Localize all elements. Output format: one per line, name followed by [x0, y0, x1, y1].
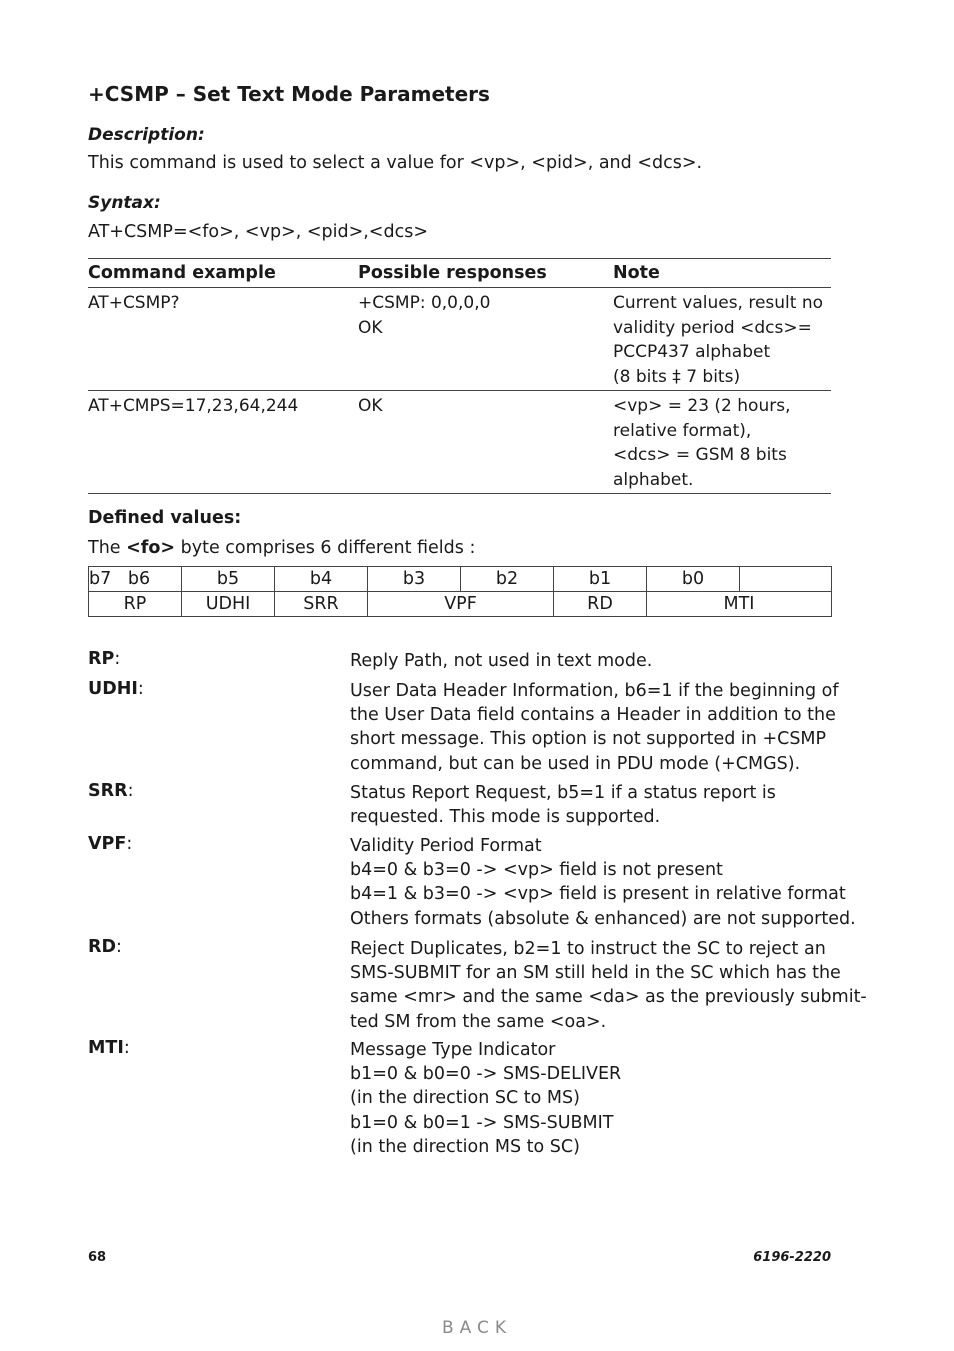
definition-description — [350, 834, 856, 931]
note-line: alphabet. — [613, 469, 694, 490]
responses-cell — [358, 288, 613, 391]
field-cell-udhi: UDHI — [182, 592, 275, 617]
note-line: validity period <dcs>= — [613, 317, 812, 338]
description-text: This command is used to select a value for <vp>, <pid>, and <dcs>. — [88, 153, 703, 173]
fo-field-row — [89, 592, 832, 617]
definition-term: SRR: — [88, 781, 134, 801]
description-line: Others formats (absolute & enhanced) are not supported. — [350, 908, 856, 929]
term-name: RD — [88, 937, 117, 957]
syntax-label: Syntax: — [88, 193, 161, 213]
page-number: 68 — [88, 1250, 107, 1265]
bit-cell-b4: b4 — [275, 567, 368, 592]
bit-cell-empty — [740, 567, 832, 592]
description-line: Validity Period Format — [350, 836, 542, 856]
description-line: (in the direction SC to MS) — [350, 1088, 580, 1109]
note-line: <vp> = 23 (2 hours, — [613, 396, 791, 416]
fo-intro-bold: <fo> — [126, 538, 176, 558]
note-line: PCCP437 alphabet — [613, 342, 771, 362]
field-cell-rd: RD — [554, 592, 647, 617]
definition-description — [350, 1038, 835, 1159]
term-name: SRR — [88, 781, 128, 801]
note-cell — [613, 391, 831, 494]
syntax-text: AT+CSMP=<fo>, <vp>, <pid>,<dcs> — [88, 222, 428, 242]
definition-description — [350, 937, 867, 1034]
note-line: Current values, result no — [613, 293, 824, 313]
definition-description — [350, 781, 835, 829]
description-line: Message Type Indicator — [350, 1040, 556, 1060]
description-line: b1=0 & b0=1 -> SMS-SUBMIT — [350, 1112, 614, 1133]
note-line: (8 bits ‡ 7 bits) — [613, 366, 741, 387]
description-line: command, but can be used in PDU mode (+CMGS). — [350, 753, 801, 774]
header-command-example: Command example — [88, 259, 358, 288]
fo-intro-prefix: The — [88, 538, 127, 558]
term-name: RP — [88, 649, 115, 669]
description-line: ted SM from the same <oa>. — [350, 1011, 607, 1032]
bit-cell-b1: b1 — [554, 567, 647, 592]
fo-intro-suffix: byte comprises 6 different fields : — [175, 538, 476, 558]
field-cell-mti: MTI — [647, 592, 832, 617]
command-table — [88, 258, 831, 494]
note-line: relative format), — [613, 420, 752, 441]
header-possible-responses: Possible responses — [358, 259, 613, 288]
defined-values-label: Defined values: — [88, 508, 242, 528]
header-note: Note — [613, 259, 831, 288]
definition-term: MTI: — [88, 1038, 130, 1058]
description-line: SMS-SUBMIT for an SM still held in the SC which has the — [350, 963, 841, 984]
definition-term: RP: — [88, 649, 121, 669]
note-line: <dcs> = GSM 8 bits — [613, 445, 787, 465]
command-cell: AT+CSMP? — [88, 288, 358, 391]
description-line: Status Report Request, b5=1 if a status report is — [350, 783, 776, 803]
bit-cell-b0: b0 — [647, 567, 740, 592]
definition-description — [350, 679, 839, 776]
fo-intro — [88, 538, 475, 558]
fo-bit-row — [89, 567, 832, 592]
command-table-header — [88, 259, 831, 288]
table-row — [88, 391, 831, 494]
description-line: Reject Duplicates, b2=1 to instruct the SC to reject an — [350, 939, 826, 959]
term-name: MTI — [88, 1038, 124, 1058]
description-line: b4=1 & b3=0 -> <vp> field is present in relative format — [350, 884, 846, 905]
description-line: same <mr> and the same <da> as the previously submit- — [350, 987, 867, 1008]
response-line: OK — [358, 396, 383, 416]
fo-byte-table — [88, 566, 832, 617]
definition-term: VPF: — [88, 834, 133, 854]
bit-cell-b7-b6: b7 b6 — [89, 567, 182, 592]
description-line: b4=0 & b3=0 -> <vp> field is not present — [350, 860, 723, 881]
field-cell-rp: RP — [89, 592, 182, 617]
response-line: OK — [358, 317, 383, 338]
description-line: (in the direction MS to SC) — [350, 1136, 580, 1157]
definition-term: UDHI: — [88, 679, 144, 699]
responses-cell — [358, 391, 613, 494]
definition-description — [350, 649, 835, 673]
term-name: UDHI — [88, 679, 138, 699]
description-line: the User Data field contains a Header in addition to the — [350, 705, 836, 726]
description-line: User Data Header Information, b6=1 if the beginning of — [350, 681, 839, 701]
table-row — [88, 288, 831, 391]
bit-cell-b5: b5 — [182, 567, 275, 592]
definition-term: RD: — [88, 937, 122, 957]
description-line: Reply Path, not used in text mode. — [350, 651, 653, 671]
command-cell: AT+CMPS=17,23,64,244 — [88, 391, 358, 494]
bit-cell-b2: b2 — [461, 567, 554, 592]
note-cell — [613, 288, 831, 391]
term-name: VPF — [88, 834, 127, 854]
back-link[interactable]: BACK — [441, 1318, 512, 1338]
field-cell-vpf: VPF — [368, 592, 554, 617]
description-line: b1=0 & b0=0 -> SMS-DELIVER — [350, 1064, 622, 1085]
response-line: +CSMP: 0,0,0,0 — [358, 293, 491, 313]
document-number: 6196-2220 — [753, 1250, 831, 1265]
description-line: short message. This option is not supported in +CSMP — [350, 729, 827, 750]
field-cell-srr: SRR — [275, 592, 368, 617]
section-heading: +CSMP – Set Text Mode Parameters — [88, 82, 490, 106]
bit-cell-b3: b3 — [368, 567, 461, 592]
description-line: requested. This mode is supported. — [350, 807, 661, 828]
description-label: Description: — [88, 125, 205, 145]
